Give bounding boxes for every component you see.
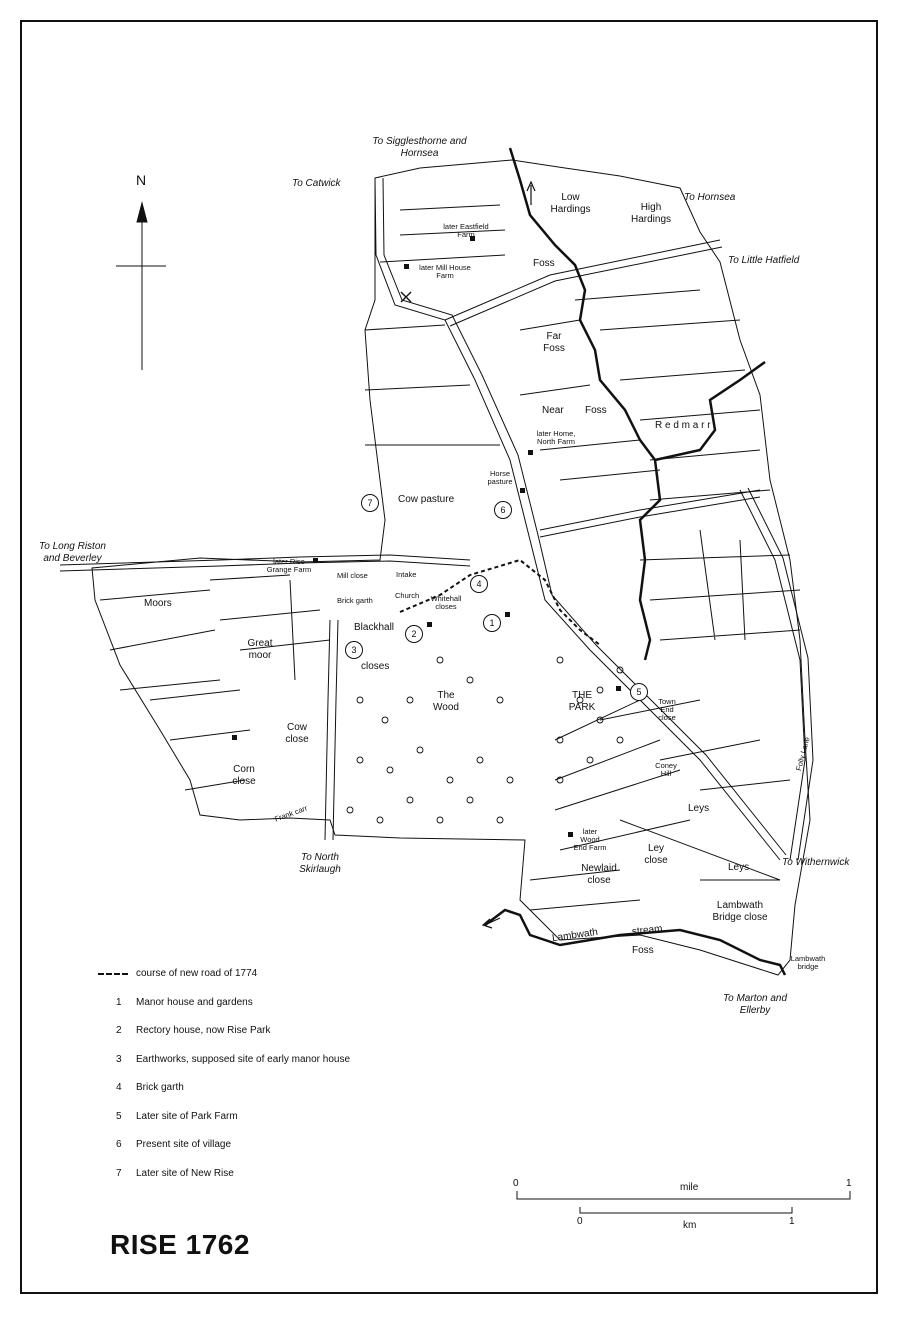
- parish-boundary: [92, 160, 810, 975]
- field-high-hardings: High Hardings: [630, 202, 672, 225]
- label-lambwath-bridge: Lambwath bridge: [790, 954, 826, 971]
- woodland-symbols: [347, 657, 623, 823]
- scale-mile-label: mile: [680, 1182, 699, 1193]
- marker-2: 2: [405, 625, 423, 643]
- legend-row: [98, 1139, 458, 1168]
- legend-text: course of new road of 1774: [136, 968, 258, 979]
- field-the-wood: The Wood: [433, 690, 459, 713]
- marker-5: 5: [630, 683, 648, 701]
- road-label-catwick: To Catwick: [292, 178, 341, 189]
- field-town-end-close: Town End close: [658, 697, 676, 722]
- field-later-wood-end: later Wood End Farm: [573, 827, 607, 852]
- field-later-mill-house: later Mill House Farm: [419, 263, 471, 280]
- label-folly-lane: Folly Lane: [793, 735, 812, 772]
- scale-mile-end: 1: [846, 1178, 852, 1189]
- field-lambwath-bridge-close: Lambwath Bridge close: [712, 900, 768, 923]
- field-church: Church: [395, 591, 420, 600]
- legend-row: [98, 1054, 458, 1083]
- road-south: [325, 620, 330, 840]
- legend-text: Later site of Park Farm: [136, 1110, 238, 1122]
- legend-key: 7: [116, 1167, 122, 1179]
- field-moors: Moors: [144, 598, 172, 609]
- folly-lane: [740, 490, 805, 860]
- field-horse-pasture: Horse pasture: [487, 469, 513, 486]
- marker-1: 1: [483, 614, 501, 632]
- legend-row: [98, 1082, 458, 1111]
- field-mill-close: Mill close: [337, 571, 368, 580]
- field-cow-close: Cow close: [285, 722, 309, 745]
- direction-arrow-icon: [527, 182, 535, 205]
- road-label-hornsea: To Hornsea: [684, 192, 736, 203]
- dashed-line-icon: [98, 973, 128, 975]
- road-label-little-hatfield: To Little Hatfield: [728, 255, 800, 266]
- road-label-north-skirlaugh: To North Skirlaugh: [299, 852, 341, 875]
- field-foss-top: Foss: [533, 258, 555, 269]
- legend-text: Brick garth: [136, 1082, 184, 1093]
- field-frank-carr: Frank carr: [273, 803, 309, 824]
- field-near: Near: [542, 405, 564, 416]
- map-title: RISE 1762: [110, 1229, 250, 1260]
- field-later-eastfield: later Eastfield Farm: [443, 222, 489, 239]
- legend-key: 4: [116, 1082, 122, 1093]
- legend-row-dashed: [98, 968, 458, 997]
- legend-row: [98, 1168, 458, 1197]
- legend-key: 2: [116, 1025, 122, 1036]
- field-low-hardings: Low Hardings: [550, 192, 591, 215]
- windmill-icon: [401, 292, 411, 302]
- legend-text: Rectory house, now Rise Park: [136, 1025, 271, 1036]
- label-lambwath: Lambwath: [551, 926, 599, 945]
- road-label-long-riston: To Long Riston and Beverley: [39, 541, 106, 564]
- field-near-foss: Foss: [585, 405, 607, 416]
- road-north: [375, 178, 780, 860]
- legend-key: 1: [116, 996, 122, 1008]
- field-leys-2: Leys: [728, 862, 750, 873]
- north-arrow-icon: [116, 203, 166, 370]
- field-later-home: later Home, North Farm: [536, 429, 576, 446]
- field-brick-garth: Brick garth: [337, 596, 373, 605]
- field-great-moor: Great moor: [247, 638, 273, 661]
- legend-key: 6: [116, 1139, 122, 1150]
- field-foss-bottom: Foss: [632, 945, 654, 956]
- field-far-foss: Far Foss: [543, 331, 565, 354]
- legend: [98, 968, 458, 1196]
- legend-key: 3: [116, 1053, 122, 1065]
- scale-km-end: 1: [789, 1216, 795, 1227]
- scale-km-label: km: [683, 1220, 697, 1231]
- field-intake: Intake: [396, 570, 417, 579]
- field-closes: closes: [361, 661, 390, 672]
- legend-row: [98, 1111, 458, 1140]
- marker-4: 4: [470, 575, 488, 593]
- legend-key: 5: [116, 1110, 122, 1122]
- field-ley-close: Ley close: [644, 843, 668, 866]
- legend-text: Earthworks, supposed site of early manor house: [136, 1053, 350, 1065]
- legend-text: Present site of village: [136, 1139, 232, 1150]
- field-redmarr: R e d m a r r: [655, 420, 711, 431]
- field-cow-pasture: Cow pasture: [398, 494, 455, 505]
- label-stream: stream: [631, 923, 664, 938]
- field-later-rise-grange: later Rise Grange Farm: [266, 557, 312, 574]
- legend-row: [98, 1025, 458, 1054]
- marker-6: 6: [494, 501, 512, 519]
- legend-text: Later site of New Rise: [136, 1167, 234, 1179]
- field-newlaid-close: Newlaid close: [581, 863, 617, 886]
- road-label-marton: To Marton and Ellerby: [722, 993, 788, 1016]
- field-corn-close: Corn close: [232, 764, 256, 787]
- north-label: N: [136, 172, 147, 188]
- field-the-park: THE PARK: [568, 690, 596, 713]
- legend-text: Manor house and gardens: [136, 996, 253, 1008]
- marker-7: 7: [361, 494, 379, 512]
- scale-bar: [517, 1191, 850, 1213]
- road-label-withernwick: To Withernwick: [782, 857, 850, 868]
- road-label-sigglesthorne: To Sigglesthorne and Hornsea: [372, 136, 467, 159]
- field-blackhall: Blackhall: [354, 622, 395, 633]
- scale-mile-start: 0: [513, 1178, 519, 1189]
- legend-row: [98, 997, 458, 1026]
- scale-km-start: 0: [577, 1216, 583, 1227]
- marker-3: 3: [345, 641, 363, 659]
- field-leys-1: Leys: [688, 803, 710, 814]
- field-whitehall-closes: Whitehall closes: [430, 594, 462, 611]
- field-coney-hill: Coney Hill: [655, 761, 677, 778]
